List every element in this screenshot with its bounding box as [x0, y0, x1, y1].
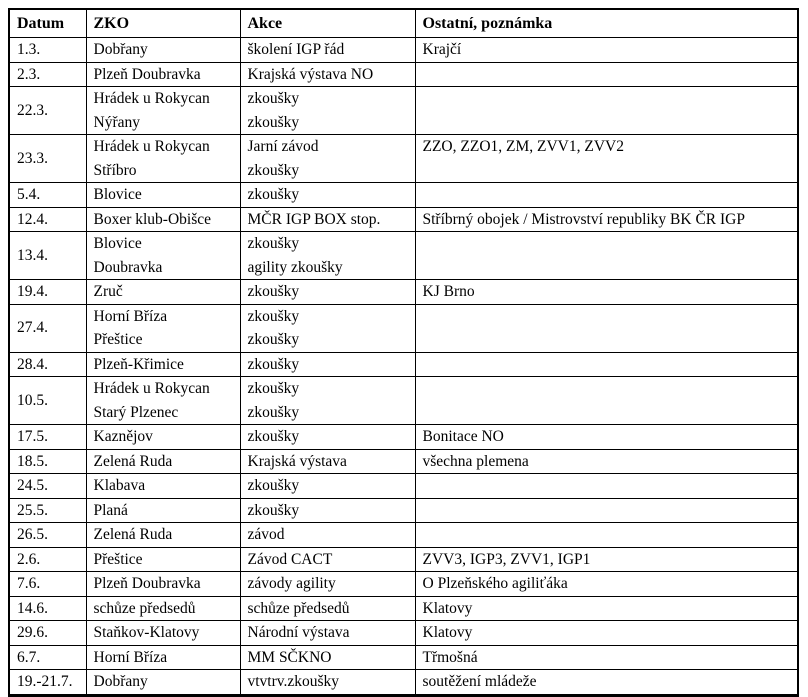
row-note: Krajčí [415, 38, 798, 63]
row-akce: zkoušky [240, 474, 415, 499]
events-table [8, 8, 799, 697]
row-akce: MČR IGP BOX stop. [240, 207, 415, 232]
row-zko: Hrádek u Rokycan Nýřany [86, 87, 240, 135]
row-akce: zkoušky zkoušky [240, 304, 415, 352]
row-zko: Klabava [86, 474, 240, 499]
row-note: všechna plemena [415, 449, 798, 474]
row-zko: Zelená Ruda [86, 449, 240, 474]
row-date: 25.5. [9, 498, 86, 523]
row-zko: Horní Bříza [86, 645, 240, 670]
table-row [9, 183, 798, 208]
table-row [9, 645, 798, 670]
row-note: Klatovy [415, 596, 798, 621]
row-date: 7.6. [9, 572, 86, 597]
row-note: ZVV3, IGP3, ZVV1, IGP1 [415, 547, 798, 572]
row-akce: závod [240, 523, 415, 548]
row-date: 14.6. [9, 596, 86, 621]
row-date: 18.5. [9, 449, 86, 474]
row-date: 6.7. [9, 645, 86, 670]
row-akce: zkoušky agility zkoušky [240, 232, 415, 280]
row-date: 24.5. [9, 474, 86, 499]
row-zko: Plzeň-Křimice [86, 352, 240, 377]
row-date: 26.5. [9, 523, 86, 548]
row-zko: Planá [86, 498, 240, 523]
row-date: 1.3. [9, 38, 86, 63]
row-akce: vtvtrv.zkoušky [240, 670, 415, 696]
row-zko: Zruč [86, 280, 240, 305]
column-header-ostatni: Ostatní, poznámka [415, 9, 798, 38]
row-date: 12.4. [9, 207, 86, 232]
row-note: ZZO, ZZO1, ZM, ZVV1, ZVV2 [415, 135, 798, 183]
row-note [415, 232, 798, 280]
row-date: 27.4. [9, 304, 86, 352]
row-note: O Plzeňského agiliťáka [415, 572, 798, 597]
row-note [415, 352, 798, 377]
row-date: 2.6. [9, 547, 86, 572]
row-date: 23.3. [9, 135, 86, 183]
row-akce: Krajská výstava NO [240, 62, 415, 87]
table-row [9, 38, 798, 63]
header-row [9, 9, 798, 38]
table-body [9, 38, 798, 696]
table-row [9, 547, 798, 572]
row-zko: Dobřany [86, 38, 240, 63]
row-zko: Staňkov-Klatovy [86, 621, 240, 646]
row-zko: Hrádek u Rokycan Starý Plzenec [86, 377, 240, 425]
table-row [9, 304, 798, 352]
row-akce: školení IGP řád [240, 38, 415, 63]
row-note [415, 523, 798, 548]
row-akce: zkoušky [240, 498, 415, 523]
table-row [9, 135, 798, 183]
table-row [9, 207, 798, 232]
column-header-akce: Akce [240, 9, 415, 38]
row-akce: Jarní závod zkoušky [240, 135, 415, 183]
row-zko: Boxer klub-Obišce [86, 207, 240, 232]
row-note: KJ Brno [415, 280, 798, 305]
row-zko: Zelená Ruda [86, 523, 240, 548]
table-row [9, 352, 798, 377]
column-header-zko: ZKO [86, 9, 240, 38]
row-date: 29.6. [9, 621, 86, 646]
row-akce: zkoušky zkoušky [240, 377, 415, 425]
table-header [9, 9, 798, 38]
row-zko: Plzeň Doubravka [86, 572, 240, 597]
row-akce: zkoušky [240, 183, 415, 208]
table-row [9, 621, 798, 646]
row-zko: Blovice [86, 183, 240, 208]
row-date: 22.3. [9, 87, 86, 135]
row-date: 10.5. [9, 377, 86, 425]
row-note [415, 377, 798, 425]
row-date: 19.4. [9, 280, 86, 305]
row-date: 13.4. [9, 232, 86, 280]
row-date: 28.4. [9, 352, 86, 377]
row-akce: zkoušky [240, 352, 415, 377]
table-row [9, 596, 798, 621]
row-akce: zkoušky zkoušky [240, 87, 415, 135]
row-zko: Přeštice [86, 547, 240, 572]
row-note: Stříbrný obojek / Mistrovství republiky BK ČR IGP [415, 207, 798, 232]
row-date: 2.3. [9, 62, 86, 87]
row-zko: Blovice Doubravka [86, 232, 240, 280]
row-akce: zkoušky [240, 425, 415, 450]
row-zko: Hrádek u Rokycan Stříbro [86, 135, 240, 183]
row-akce: závody agility [240, 572, 415, 597]
row-note: Třmošná [415, 645, 798, 670]
table-row [9, 425, 798, 450]
row-zko: schůze předsedů [86, 596, 240, 621]
table-row [9, 232, 798, 280]
row-date: 17.5. [9, 425, 86, 450]
row-note [415, 498, 798, 523]
table-row [9, 62, 798, 87]
row-note [415, 62, 798, 87]
table-row [9, 523, 798, 548]
row-akce: MM SČKNO [240, 645, 415, 670]
row-akce: Národní výstava [240, 621, 415, 646]
table-row [9, 377, 798, 425]
table-row [9, 87, 798, 135]
row-akce: Krajská výstava [240, 449, 415, 474]
row-date: 5.4. [9, 183, 86, 208]
table-row [9, 280, 798, 305]
row-zko: Plzeň Doubravka [86, 62, 240, 87]
table-row [9, 498, 798, 523]
table-row [9, 449, 798, 474]
row-date: 19.-21.7. [9, 670, 86, 696]
row-note [415, 304, 798, 352]
table-row [9, 474, 798, 499]
table-row [9, 572, 798, 597]
row-zko: Kaznějov [86, 425, 240, 450]
row-note [415, 87, 798, 135]
table-row [9, 670, 798, 696]
row-note: Klatovy [415, 621, 798, 646]
row-zko: Dobřany [86, 670, 240, 696]
row-note: soutěžení mládeže [415, 670, 798, 696]
column-header-datum: Datum [9, 9, 86, 38]
row-akce: schůze předsedů [240, 596, 415, 621]
row-akce: zkoušky [240, 280, 415, 305]
row-note [415, 474, 798, 499]
row-note [415, 183, 798, 208]
row-note: Bonitace NO [415, 425, 798, 450]
row-zko: Horní Bříza Přeštice [86, 304, 240, 352]
row-akce: Závod CACT [240, 547, 415, 572]
